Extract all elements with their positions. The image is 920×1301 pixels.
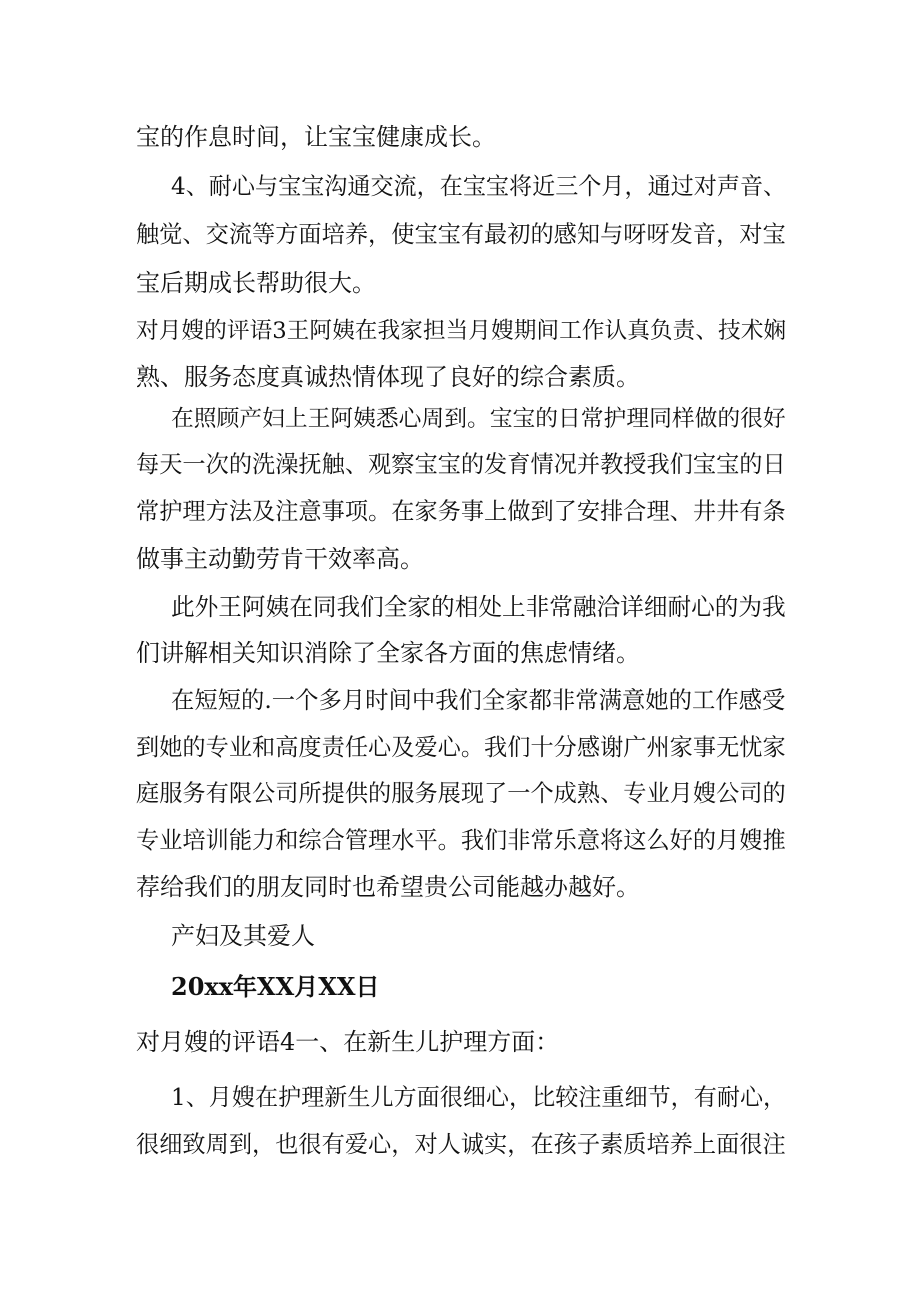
- text-line: 1、月嫂在护理新生儿方面很细心，比较注重细节，有耐心，: [171, 1085, 787, 1111]
- text-line: 们讲解相关知识消除了全家各方面的焦虑情绪。: [136, 639, 640, 667]
- text-line: 庭服务有限公司所提供的服务展现了一个成熟、专业月嫂公司的: [136, 780, 786, 807]
- text-line: 此外王阿姨在同我们全家的相处上非常融洽详细耐心的为我: [171, 593, 786, 621]
- text-line: 4、耐心与宝宝沟通交流，在宝宝将近三个月，通过对声音、: [171, 174, 787, 200]
- text-line: 宝的作息时间，让宝宝健康成长。: [136, 123, 496, 151]
- section-heading: 对月嫂的评语4一、在新生儿护理方面：: [136, 1028, 560, 1056]
- text-line: 对月嫂的评语3王阿姨在我家担当月嫂期间工作认真负责、技术娴: [136, 318, 787, 344]
- date-line: 20xx年XX月XX日: [171, 972, 380, 1001]
- text-line: 专业培训能力和综合管理水平。我们非常乐意将这么好的月嫂推: [136, 827, 786, 854]
- text-line: 很细致周到，也很有爱心，对人诚实，在孩子素质培养上面很注: [136, 1131, 786, 1158]
- text-line: 在短短的.一个多月时间中我们全家都非常满意她的工作感受: [171, 686, 786, 714]
- text-line: 在照顾产妇上王阿姨悉心周到。宝宝的日常护理同样做的很好: [171, 406, 786, 432]
- signature-line: 产妇及其爱人: [171, 922, 315, 950]
- text-line: 触觉、交流等方面培养，使宝宝有最初的感知与呀呀发音，对宝: [136, 221, 786, 248]
- text-line: 做事主动勤劳肯干效率高。: [136, 545, 424, 573]
- text-line: 荐给我们的朋友同时也希望贵公司能越办越好。: [136, 873, 640, 901]
- text-line: 熟、服务态度真诚热情体现了良好的综合素质。: [136, 363, 640, 391]
- text-line: 常护理方法及注意事项。在家务事上做到了安排合理、井井有条: [136, 498, 786, 525]
- text-line: 宝后期成长帮助很大。: [136, 269, 376, 297]
- text-line: 每天一次的洗澡抚触、观察宝宝的发育情况并教授我们宝宝的日: [136, 451, 786, 478]
- text-line: 到她的专业和高度责任心及爱心。我们十分感谢广州家事无忧家: [136, 734, 786, 761]
